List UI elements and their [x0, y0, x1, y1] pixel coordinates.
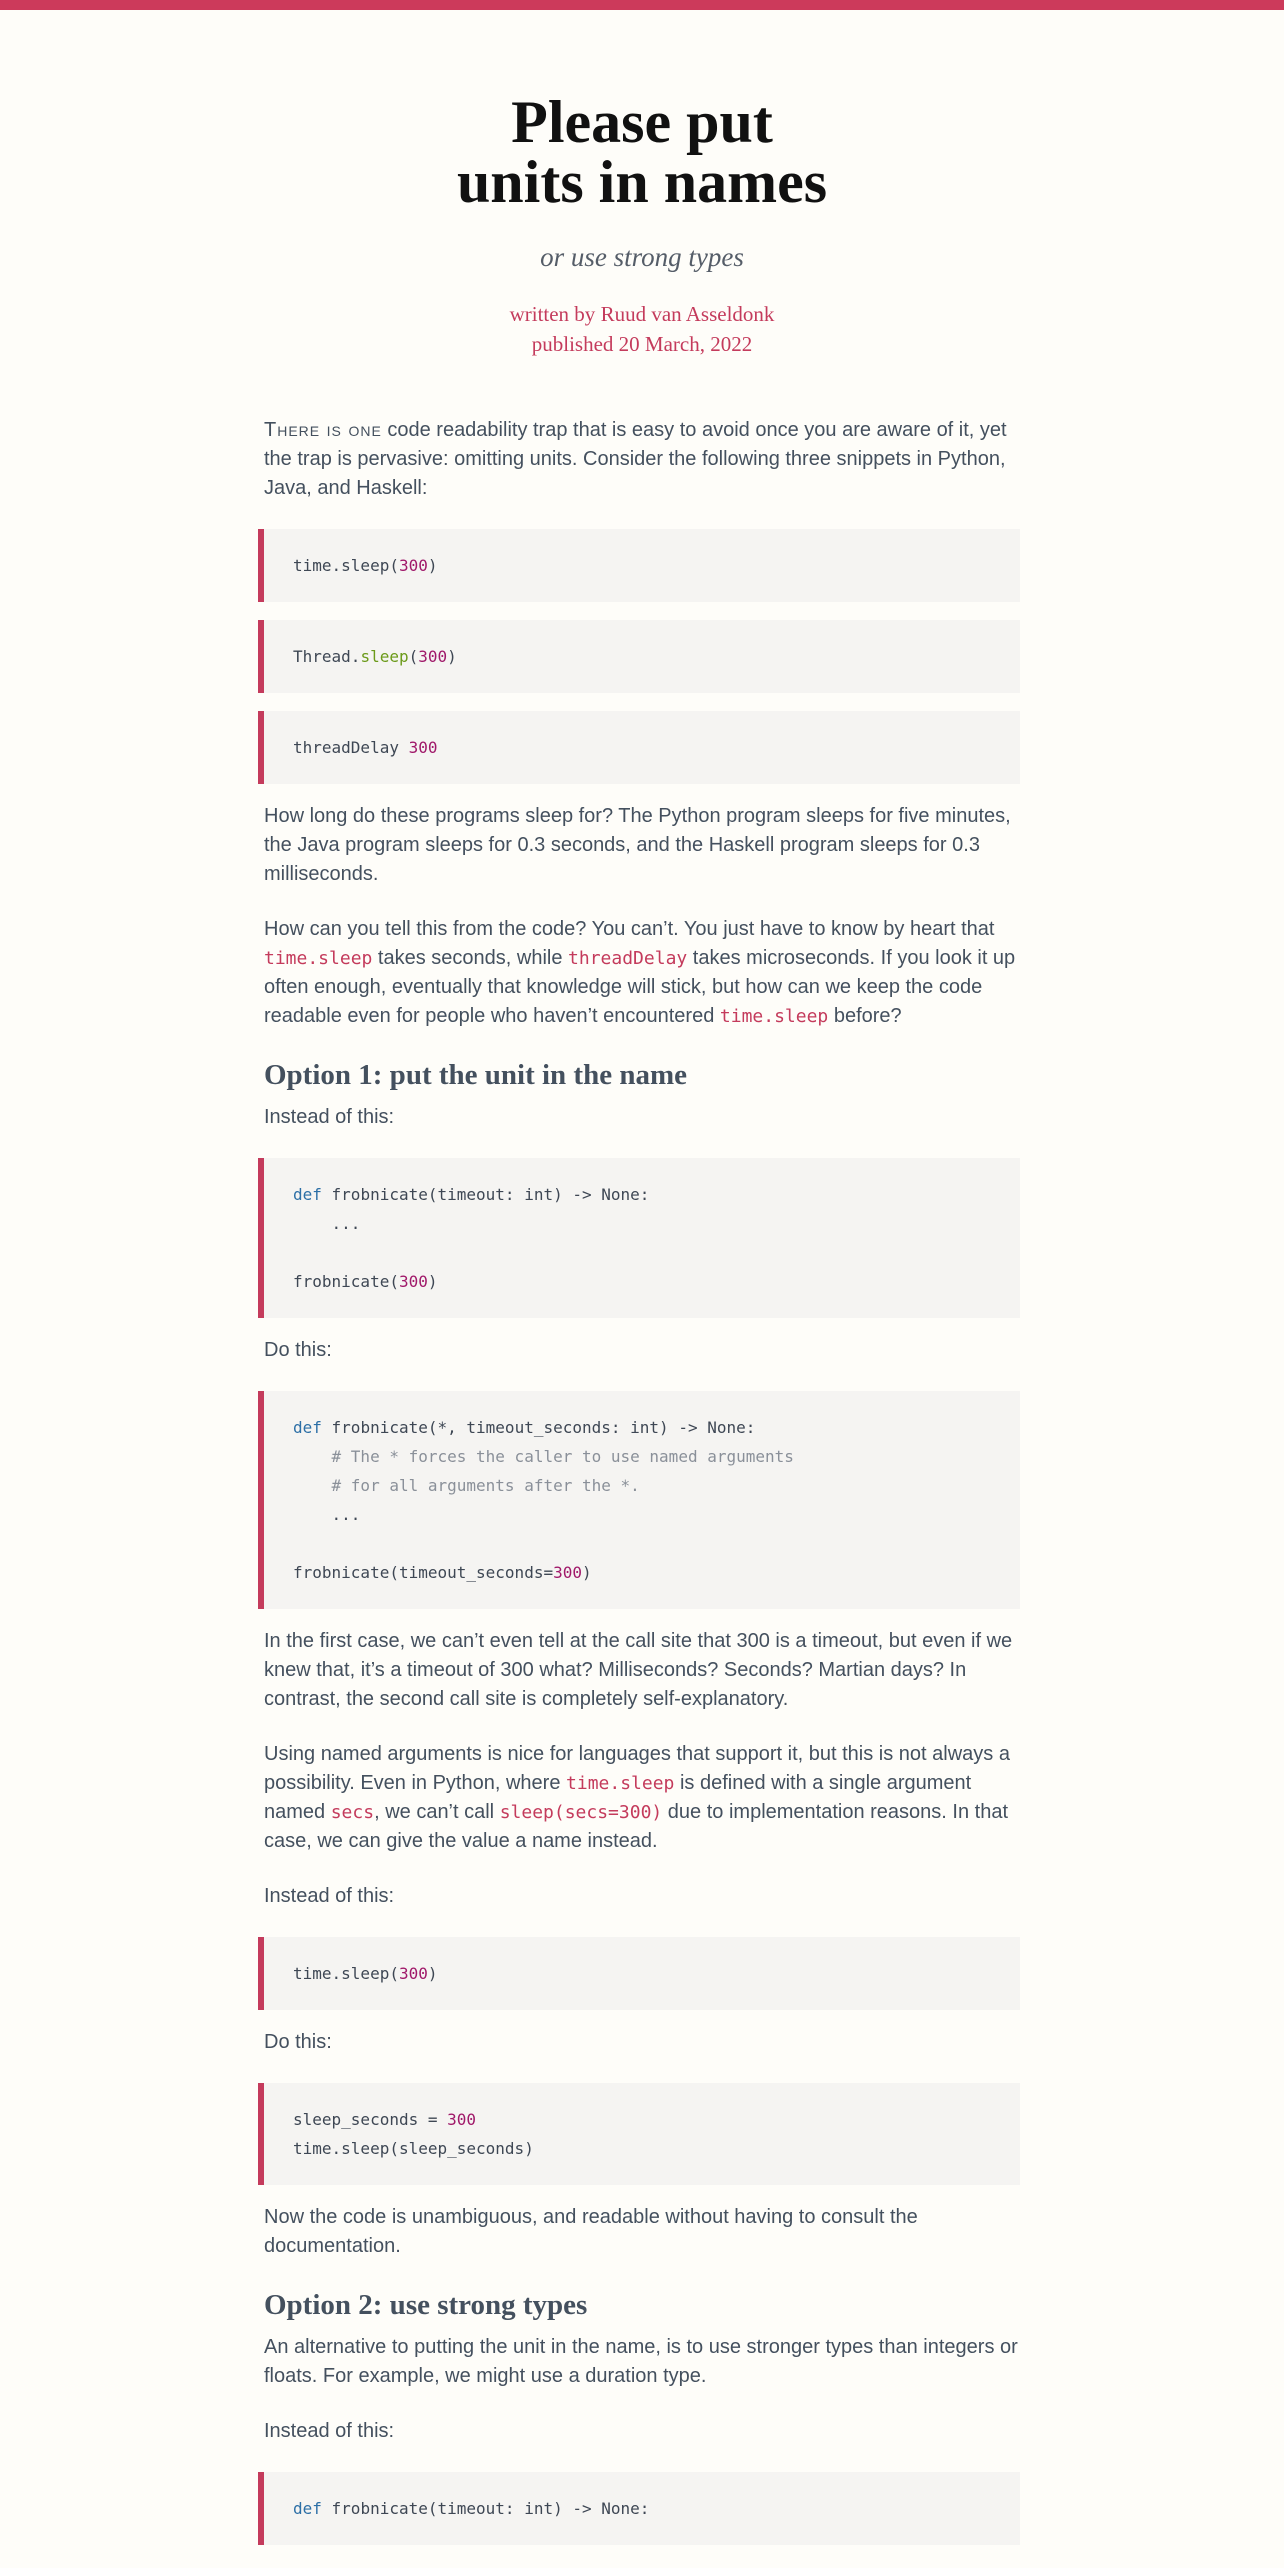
- article-header: [0, 89, 1284, 359]
- code-keyword: def: [293, 1185, 322, 1204]
- title-line-1: Please put: [511, 89, 773, 155]
- byline: [0, 299, 1284, 359]
- title-line-2: units in names: [456, 149, 828, 215]
- code-comment: # The * forces the caller to use named arguments: [293, 1447, 794, 1466]
- code-block-frobnicate-timeout-seconds: def frobnicate(*, timeout_seconds: int) -> None: # The * forces the caller to use named arguments # for all arguments after the *. ... frobnicate(timeout_seconds=300): [258, 1391, 1020, 1609]
- paragraph-first-case: In the first case, we can’t even tell at the call site that 300 is a timeout, but even if we knew that, it’s a timeout of 300 what? Milliseconds? Seconds? Martian days? In contrast, the second call site is completely self-explanatory.: [264, 1630, 1013, 1710]
- inline-code: time.sleep: [566, 1773, 675, 1794]
- code-block-python-sleep: time.sleep(300): [258, 529, 1020, 602]
- author-prefix: written by: [509, 302, 601, 326]
- section-heading-option-1: Option 1: put the unit in the name: [264, 1059, 687, 1091]
- code-comment: # for all arguments after the *.: [293, 1476, 640, 1495]
- code-number: 300: [398, 556, 428, 575]
- published-date: published 20 March, 2022: [531, 332, 753, 356]
- instead-label: Instead of this:: [264, 1106, 395, 1128]
- do-this-label: Do this:: [264, 1339, 332, 1361]
- code-number: 300: [398, 1272, 428, 1291]
- page-subtitle: or use strong types: [540, 242, 744, 272]
- article-body: [264, 416, 1020, 2563]
- intro-text: code readability trap that is easy to avoid once you are aware of it, yet the trap is pervasive: omitting units. Consider the following three snippets in Python, Java, and Haskell:: [264, 419, 1007, 499]
- inline-code: threadDelay: [568, 948, 688, 969]
- code-function: sleep: [360, 647, 409, 666]
- code-number: 300: [553, 1563, 582, 1582]
- do-this-label: Do this:: [264, 2031, 332, 2053]
- inline-code: sleep(secs=300): [499, 1802, 663, 1823]
- paragraph-unambiguous: Now the code is unambiguous, and readable without having to consult the documentation.: [264, 2206, 918, 2257]
- code-number: 300: [398, 1964, 428, 1983]
- accent-top-bar: [0, 0, 1284, 10]
- paragraph-how-long: How long do these programs sleep for? The Python program sleeps for five minutes, the Java program sleeps for 0.3 seconds, and the Haskell program sleeps for 0.3 milliseconds.: [264, 805, 1011, 885]
- intro-paragraph: [264, 416, 1020, 503]
- code-number: 300: [418, 647, 448, 666]
- code-block-frobnicate-timeout: def frobnicate(timeout: int) -> None: ... frobnicate(300): [258, 1158, 1020, 1318]
- inline-code: time.sleep: [264, 948, 373, 969]
- code-block-haskell-delay: threadDelay 300: [258, 711, 1020, 784]
- code-block-sleep-seconds: sleep_seconds = 300 time.sleep(sleep_seconds): [258, 2083, 1020, 2185]
- code-number: 300: [447, 2110, 477, 2129]
- author-line: [0, 299, 1284, 329]
- author-name: Ruud van Asseldonk: [600, 302, 775, 326]
- code-keyword: def: [293, 2499, 322, 2518]
- paragraph-alternative: An alternative to putting the unit in the name, is to use stronger types than integers or floats. For example, we might use a duration type.: [264, 2336, 1018, 2387]
- intro-lead: There is one: [264, 419, 382, 441]
- code-block-frobnicate-typed: def frobnicate(timeout: int) -> None:: [258, 2472, 1020, 2545]
- code-number: 300: [408, 738, 438, 757]
- code-block-java-sleep: Thread.sleep(300): [258, 620, 1020, 693]
- inline-code: time.sleep: [719, 1006, 829, 1027]
- section-heading-option-2: Option 2: use strong types: [264, 2289, 588, 2321]
- inline-code: secs: [330, 1802, 375, 1823]
- page-title: [0, 89, 1284, 215]
- code-keyword: def: [293, 1418, 322, 1437]
- instead-label: Instead of this:: [264, 1885, 395, 1907]
- paragraph-tell-from-code: How can you tell this from the code? You can’t. You just have to know by heart that time.sleep takes seconds, while threadDelay takes microseconds. If you look it up often enough, eventually that knowledge will stick, but how can we keep the code readable even for people who haven’t encountered time.sleep before?: [264, 918, 1016, 1027]
- instead-label: Instead of this:: [264, 2420, 395, 2442]
- paragraph-named-arguments: Using named arguments is nice for languages that support it, but this is not always a possibility. Even in Python, where time.sleep is defined with a single argument named secs, we can’t call sleep(secs=300) due to implementation reasons. In that case, we can give the value a name instead.: [264, 1743, 1010, 1852]
- code-block-time-sleep: time.sleep(300): [258, 1937, 1020, 2010]
